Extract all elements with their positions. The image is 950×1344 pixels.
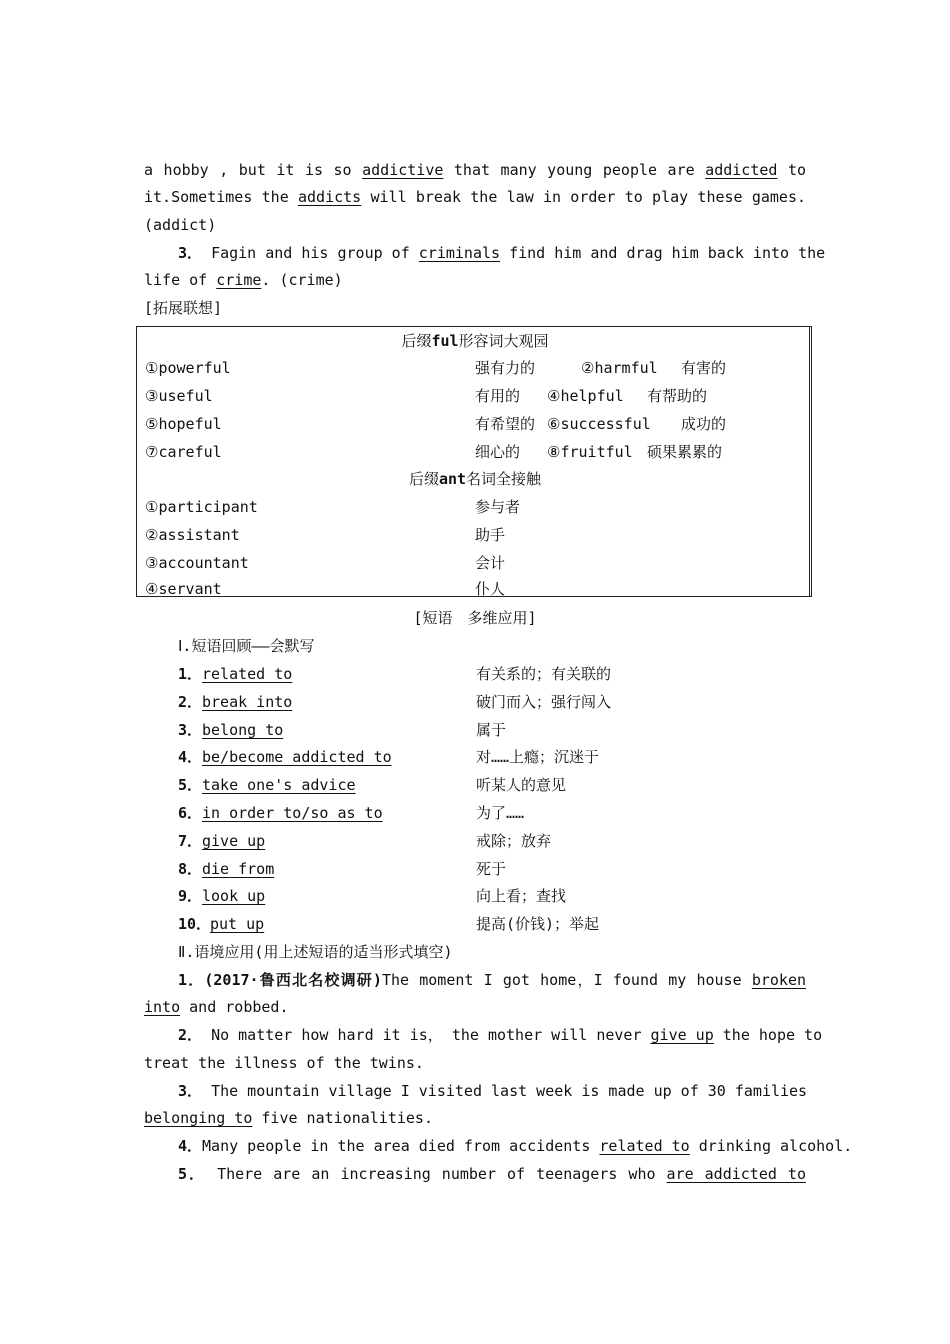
word: ②assistant [145, 526, 240, 544]
text-span: No matter how hard it is， the mother will never [211, 1026, 642, 1044]
table-row [137, 549, 813, 577]
text-span: The moment I got home，I found my house [381, 971, 742, 989]
suffix-ful: ful [431, 332, 459, 350]
meaning: 仆人 [475, 580, 506, 598]
word: ⑧fruitful [547, 443, 633, 461]
paragraph-line [144, 187, 806, 207]
phrase-number: 5． [178, 776, 203, 794]
table-row [137, 410, 813, 438]
meaning: 参与者 [475, 498, 521, 516]
text-span: Many people in the area died from accidents [202, 1137, 591, 1155]
phrase-english: belong to [202, 721, 284, 739]
phrase-english: put up [210, 915, 265, 933]
question-number: 3． [178, 244, 203, 262]
phrase-number: 6． [178, 804, 203, 822]
paragraph-line [144, 997, 806, 1017]
table-row [137, 438, 813, 466]
table-row [137, 493, 813, 521]
phrase-chinese: 提高(价钱)；举起 [476, 915, 600, 933]
text-span: that many young people are [453, 161, 695, 179]
text-span: and robbed. [189, 998, 289, 1016]
paragraph-line [144, 160, 806, 180]
meaning: 硕果累累的 [647, 443, 723, 461]
question-number: 5． [178, 1165, 207, 1183]
text-span: the hope to [722, 1026, 823, 1044]
apply-question-2 [178, 1025, 823, 1045]
phrase-chinese: 有关系的；有关联的 [476, 665, 612, 683]
phrase-number: 9． [178, 887, 203, 905]
meaning: 成功的 [681, 415, 727, 433]
text-span: Fagin and his group of [211, 244, 410, 262]
phrase-english: related to [202, 665, 293, 683]
phrase-english: be/become addicted to [202, 748, 392, 766]
text-span: it.Sometimes the [144, 188, 289, 206]
phrase-english: die from [202, 860, 275, 878]
review-title: Ⅰ.短语回顾——会默写 [178, 637, 315, 655]
word: ①powerful [145, 359, 231, 377]
meaning: 有害的 [681, 359, 727, 377]
apply-question-4 [178, 1136, 853, 1156]
text-span: five nationalities. [261, 1109, 433, 1127]
phrase-chinese: 对……上瘾；沉迷于 [476, 748, 600, 766]
word: ④servant [145, 580, 222, 598]
phrase-chinese: 戒除；放弃 [476, 832, 552, 850]
word: ①participant [145, 498, 258, 516]
text-span: will break the law in order to play these games. [370, 188, 807, 206]
question-number: 3． [178, 1082, 203, 1100]
word: ⑥successful [547, 415, 651, 433]
meaning: 有帮助的 [647, 387, 708, 405]
table-row [137, 354, 813, 382]
phrase-number: 7． [178, 832, 203, 850]
phrase-chinese: 为了…… [476, 804, 525, 822]
phrase-chinese: 属于 [476, 721, 507, 739]
section-heading-phrases: [短语 多维应用] [413, 609, 537, 627]
meaning: 助手 [475, 526, 506, 544]
phrase-number: 10． [178, 915, 212, 933]
phrase-number: 2． [178, 693, 203, 711]
phrase-english: in order to/so as to [202, 804, 383, 822]
phrase-chinese: 向上看；查找 [476, 887, 567, 905]
text-span: find him and drag him back into the [509, 244, 826, 262]
word: ③useful [145, 387, 213, 405]
paragraph-line [144, 1108, 806, 1128]
word: ②harmful [581, 359, 658, 377]
answer-addicted: addicted [705, 161, 778, 179]
phrase-english: look up [202, 887, 266, 905]
phrase-english: take one's advice [202, 776, 356, 794]
word: ④helpful [547, 387, 624, 405]
answer-span: into [144, 998, 181, 1016]
apply-question-5 [178, 1164, 806, 1184]
phrase-english: give up [202, 832, 266, 850]
meaning: 强有力的 [475, 359, 536, 377]
table-row [137, 575, 813, 603]
paragraph-line: treat the illness of the twins. [144, 1054, 424, 1072]
text-span: There are an increasing number of teenagers who [217, 1165, 656, 1183]
phrase-chinese: 听某人的意见 [476, 776, 567, 794]
table-title-ful [137, 327, 813, 355]
answer-span: belonging to [144, 1109, 253, 1127]
question-3-line [178, 243, 826, 263]
phrase-number: 8． [178, 860, 203, 878]
answer-span: broken [751, 971, 807, 989]
phrase-number: 1． [178, 665, 203, 683]
meaning: 有希望的 [475, 415, 536, 433]
text-span: to [787, 161, 806, 179]
question-source: (2017·鲁西北名校调研) [204, 971, 382, 989]
meaning: 有用的 [475, 387, 521, 405]
text-span: life of [144, 271, 208, 289]
answer-addicts: addicts [298, 188, 362, 206]
phrase-number: 3． [178, 721, 203, 739]
text-span: 后缀 [408, 470, 439, 488]
question-number: 4． [178, 1137, 203, 1155]
text-span: . (crime) [261, 271, 343, 289]
meaning: 会计 [475, 554, 506, 572]
vocabulary-table [136, 326, 812, 597]
phrase-english: break into [202, 693, 293, 711]
answer-addictive: addictive [362, 161, 444, 179]
phrase-chinese: 破门而入；强行闯入 [476, 693, 612, 711]
answer-crime: crime [216, 271, 262, 289]
text-span: 名词全接触 [466, 470, 542, 488]
suffix-ant: ant [438, 470, 467, 488]
table-row [137, 521, 813, 549]
text-span: The mountain village I visited last week is made up of 30 families [211, 1082, 808, 1100]
apply-title: Ⅱ.语境应用(用上述短语的适当形式填空) [178, 943, 453, 961]
answer-span: are addicted to [666, 1165, 806, 1183]
answer-criminals: criminals [418, 244, 501, 262]
text-span: drinking alcohol. [698, 1137, 853, 1155]
paragraph-line: (addict) [144, 216, 217, 234]
word: ③accountant [145, 554, 249, 572]
answer-span: related to [599, 1137, 690, 1155]
word: ⑤hopeful [145, 415, 222, 433]
text-span: 形容词大观园 [458, 332, 549, 350]
apply-question-1 [178, 970, 806, 990]
word: ⑦careful [145, 443, 222, 461]
phrase-chinese: 死于 [476, 860, 507, 878]
phrase-number: 4． [178, 748, 203, 766]
answer-span: give up [650, 1026, 714, 1044]
section-heading-expand: [拓展联想] [144, 299, 223, 317]
meaning: 细心的 [475, 443, 521, 461]
text-span: 后缀 [401, 332, 432, 350]
paragraph-line [144, 270, 806, 290]
text-span: a hobby , but it is so [144, 161, 352, 179]
question-number: 1． [178, 971, 205, 989]
question-number: 2． [178, 1026, 203, 1044]
table-row [137, 382, 813, 410]
table-title-ant [137, 465, 813, 493]
apply-question-3 [178, 1081, 806, 1101]
